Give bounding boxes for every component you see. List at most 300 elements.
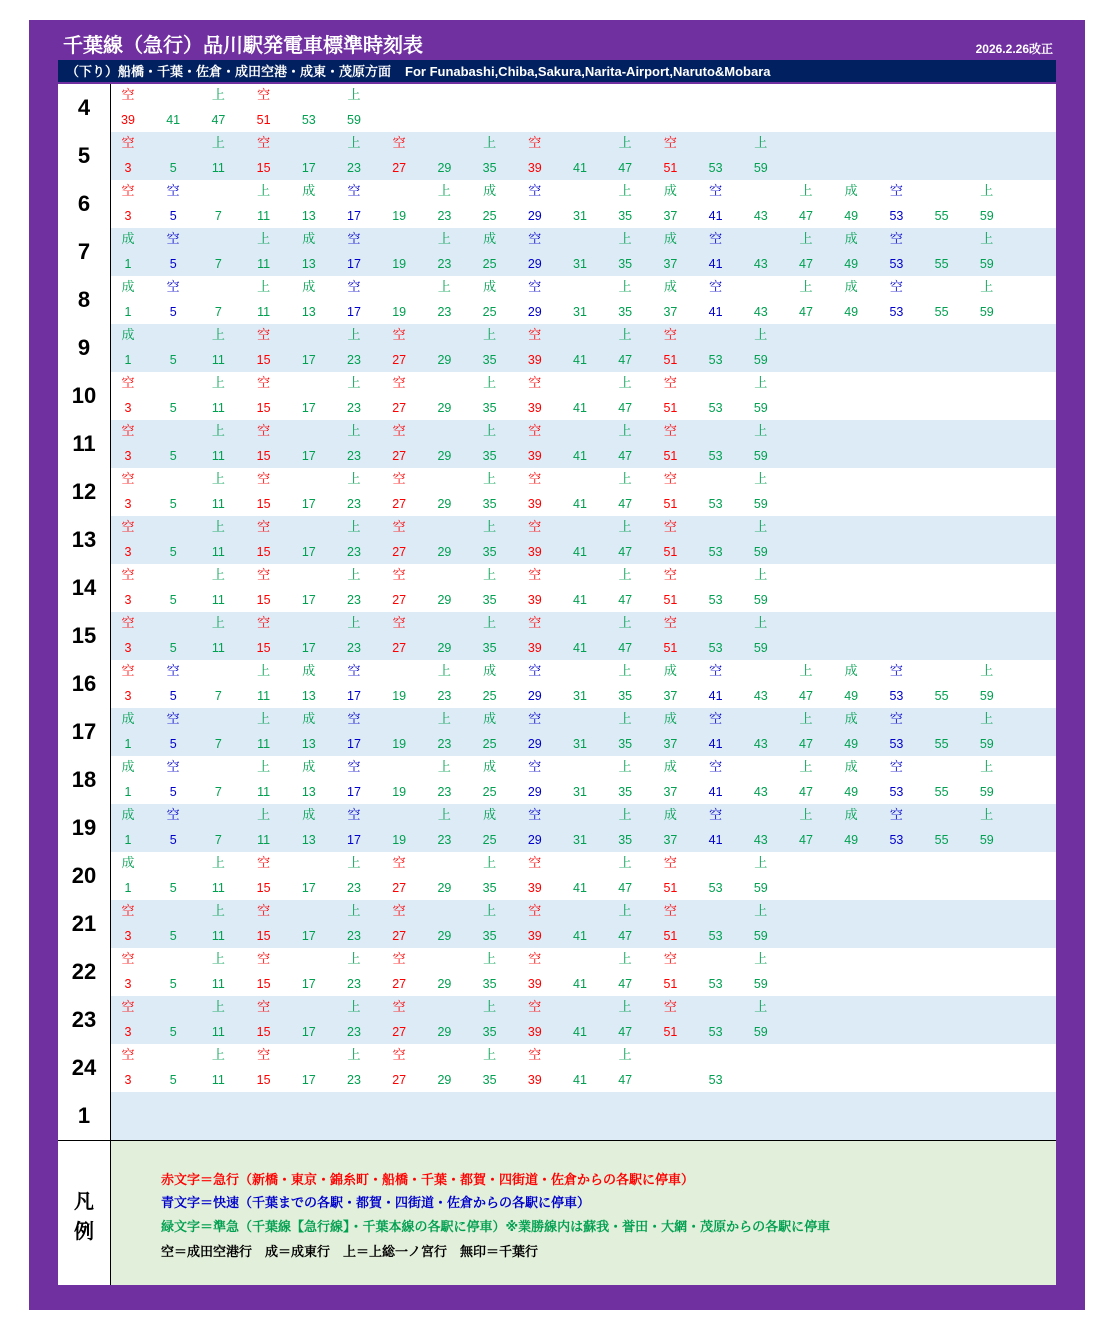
hour-cell: 12 bbox=[58, 468, 111, 516]
departure-minute: 1 bbox=[124, 737, 132, 751]
departure-minute: 31 bbox=[573, 209, 587, 223]
destination-mark: 空 bbox=[889, 808, 903, 823]
destination-mark: 成 bbox=[663, 808, 677, 823]
train-entry bbox=[831, 180, 871, 228]
train-entry bbox=[470, 612, 510, 660]
train-entry bbox=[650, 948, 690, 996]
destination-mark: 空 bbox=[166, 808, 180, 823]
destination-mark: 空 bbox=[528, 568, 542, 583]
departure-minute: 53 bbox=[708, 593, 723, 607]
departure-minute: 11 bbox=[211, 641, 225, 655]
train-entry bbox=[741, 852, 781, 900]
departure-minute: 27 bbox=[392, 1073, 407, 1087]
destination-mark: 上 bbox=[211, 952, 225, 967]
departure-minute: 19 bbox=[392, 257, 407, 271]
departure-minute: 53 bbox=[708, 449, 723, 463]
destination-mark: 空 bbox=[392, 904, 406, 919]
departure-minute: 47 bbox=[618, 1073, 633, 1087]
train-entry bbox=[786, 660, 826, 708]
departure-minute: 51 bbox=[663, 1025, 678, 1039]
train-entry bbox=[334, 324, 374, 372]
train-entry bbox=[605, 180, 645, 228]
train-entry bbox=[379, 132, 419, 180]
departure-minute: 35 bbox=[482, 593, 497, 607]
train-entry bbox=[470, 900, 510, 948]
departure-minute: 47 bbox=[799, 689, 813, 703]
train-entry bbox=[696, 276, 736, 324]
table-row bbox=[58, 852, 1056, 900]
train-entry bbox=[244, 852, 284, 900]
destination-mark: 上 bbox=[618, 904, 632, 919]
destination-mark: 上 bbox=[618, 568, 632, 583]
departure-minute: 3 bbox=[124, 401, 132, 415]
train-entry bbox=[108, 228, 148, 276]
departure-minute: 1 bbox=[124, 833, 132, 847]
train-entry bbox=[334, 756, 374, 804]
hour-cell: 14 bbox=[58, 564, 111, 612]
departure-minute: 59 bbox=[753, 881, 768, 895]
departure-minute: 55 bbox=[934, 833, 949, 847]
destination-mark: 空 bbox=[121, 616, 135, 631]
departure-minute: 3 bbox=[124, 689, 132, 703]
destination-mark: 上 bbox=[211, 856, 225, 871]
departure-minute: 25 bbox=[482, 305, 497, 319]
train-entry bbox=[289, 372, 329, 420]
departure-minute: 41 bbox=[573, 353, 587, 367]
departure-minute: 25 bbox=[482, 257, 497, 271]
train-entry bbox=[289, 756, 329, 804]
train-entry bbox=[741, 228, 781, 276]
destination-mark: 上 bbox=[211, 568, 225, 583]
train-entry bbox=[741, 900, 781, 948]
train-entry bbox=[605, 852, 645, 900]
destination-mark: 空 bbox=[663, 136, 677, 151]
destination-mark: 空 bbox=[392, 376, 406, 391]
train-entry bbox=[741, 276, 781, 324]
departure-minute: 31 bbox=[573, 785, 587, 799]
train-entry bbox=[470, 660, 510, 708]
destination-mark: 上 bbox=[799, 184, 813, 199]
destination-mark: 上 bbox=[437, 184, 451, 199]
table-row bbox=[58, 756, 1056, 804]
train-entry bbox=[379, 516, 419, 564]
destination-mark: 上 bbox=[483, 1048, 497, 1063]
departure-minute: 29 bbox=[437, 545, 452, 559]
destination-mark: 上 bbox=[618, 760, 632, 775]
train-entry bbox=[696, 756, 736, 804]
train-entry bbox=[515, 900, 555, 948]
departure-minute: 53 bbox=[708, 545, 723, 559]
destination-mark: 空 bbox=[889, 280, 903, 295]
departure-minute: 7 bbox=[214, 209, 222, 223]
train-entry bbox=[741, 324, 781, 372]
destination-mark: 上 bbox=[347, 568, 361, 583]
destination-mark: 上 bbox=[618, 952, 632, 967]
destination-mark: 成 bbox=[121, 712, 135, 727]
destination-mark: 上 bbox=[211, 520, 225, 535]
departure-minute: 3 bbox=[124, 1073, 132, 1087]
train-entry bbox=[424, 708, 464, 756]
departure-minute: 1 bbox=[124, 353, 132, 367]
train-entry bbox=[515, 468, 555, 516]
train-entry bbox=[470, 996, 510, 1044]
direction-en: For Funabashi,Chiba,Sakura,Narita-Airport,Naruto&Mobara bbox=[405, 64, 771, 79]
train-entry bbox=[424, 516, 464, 564]
train-entry bbox=[289, 276, 329, 324]
train-entry bbox=[605, 900, 645, 948]
destination-mark: 空 bbox=[392, 856, 406, 871]
train-entry bbox=[198, 132, 238, 180]
departure-minute: 37 bbox=[663, 257, 678, 271]
train-entry bbox=[198, 84, 238, 132]
destination-mark: 上 bbox=[347, 376, 361, 391]
departure-minute: 29 bbox=[437, 929, 452, 943]
destination-mark: 空 bbox=[528, 1048, 542, 1063]
departure-minute: 13 bbox=[301, 209, 316, 223]
train-entry bbox=[198, 996, 238, 1044]
departure-minute: 53 bbox=[889, 209, 904, 223]
train-entry bbox=[831, 228, 871, 276]
departure-minute: 17 bbox=[347, 209, 361, 223]
hour-cell: 4 bbox=[58, 84, 111, 132]
departure-minute: 11 bbox=[211, 545, 225, 559]
destination-mark: 空 bbox=[121, 1000, 135, 1015]
train-entry bbox=[108, 372, 148, 420]
train-entry bbox=[424, 468, 464, 516]
departure-minute: 53 bbox=[708, 161, 723, 175]
departure-minute: 17 bbox=[301, 641, 316, 655]
destination-mark: 上 bbox=[799, 232, 813, 247]
train-entry bbox=[289, 804, 329, 852]
departure-minute: 5 bbox=[169, 977, 177, 991]
departure-minute: 5 bbox=[169, 353, 177, 367]
destination-mark: 上 bbox=[754, 520, 768, 535]
train-entry bbox=[515, 660, 555, 708]
destination-mark: 上 bbox=[211, 1000, 225, 1015]
table-row bbox=[58, 84, 1056, 132]
departure-minute: 35 bbox=[618, 785, 633, 799]
train-entry bbox=[379, 324, 419, 372]
departure-minute: 7 bbox=[214, 305, 222, 319]
train-entry bbox=[289, 564, 329, 612]
destination-mark: 上 bbox=[347, 1000, 361, 1015]
train-entry bbox=[244, 948, 284, 996]
train-entry bbox=[334, 612, 374, 660]
departure-minute: 29 bbox=[527, 689, 542, 703]
destination-mark: 上 bbox=[347, 520, 361, 535]
train-entry bbox=[696, 420, 736, 468]
train-entry bbox=[198, 180, 238, 228]
destination-mark: 空 bbox=[257, 136, 271, 151]
train-entry bbox=[153, 900, 193, 948]
destination-mark: 空 bbox=[663, 472, 677, 487]
train-entry bbox=[786, 180, 826, 228]
departure-minute: 13 bbox=[301, 257, 316, 271]
destination-mark: 上 bbox=[799, 280, 813, 295]
train-entry bbox=[108, 708, 148, 756]
direction-ja: （下り）船橋・千葉・佐倉・成田空港・成東・茂原方面 bbox=[66, 65, 392, 80]
destination-mark: 上 bbox=[483, 136, 497, 151]
hour-cell: 8 bbox=[58, 276, 111, 324]
destination-mark: 空 bbox=[528, 616, 542, 631]
departure-minute: 51 bbox=[663, 161, 678, 175]
destination-mark: 空 bbox=[257, 904, 271, 919]
departure-minute: 17 bbox=[347, 785, 361, 799]
destination-mark: 成 bbox=[121, 232, 135, 247]
table-row bbox=[58, 996, 1056, 1044]
departure-minute: 51 bbox=[256, 113, 271, 127]
train-entry bbox=[650, 756, 690, 804]
destination-mark: 上 bbox=[754, 328, 768, 343]
departure-minute: 5 bbox=[169, 737, 177, 751]
hour-cell: 7 bbox=[58, 228, 111, 276]
departure-minute: 53 bbox=[708, 641, 723, 655]
destination-mark: 上 bbox=[483, 424, 497, 439]
train-entry bbox=[108, 276, 148, 324]
train-entry bbox=[515, 564, 555, 612]
train-entry bbox=[696, 132, 736, 180]
train-entry bbox=[334, 900, 374, 948]
train-entry bbox=[605, 324, 645, 372]
destination-mark: 上 bbox=[618, 232, 632, 247]
destination-mark: 空 bbox=[392, 952, 406, 967]
train-entry bbox=[470, 804, 510, 852]
departure-minute: 43 bbox=[753, 257, 768, 271]
departure-minute: 35 bbox=[618, 689, 633, 703]
destination-mark: 上 bbox=[980, 232, 994, 247]
train-entry bbox=[696, 660, 736, 708]
train-entry bbox=[108, 132, 148, 180]
departure-minute: 5 bbox=[169, 881, 177, 895]
destination-mark: 成 bbox=[844, 280, 858, 295]
destination-mark: 上 bbox=[618, 856, 632, 871]
departure-minute: 41 bbox=[573, 545, 587, 559]
train-entry bbox=[560, 852, 600, 900]
departure-minute: 41 bbox=[708, 689, 723, 703]
train-entry bbox=[198, 564, 238, 612]
destination-mark: 上 bbox=[257, 712, 271, 727]
departure-minute: 3 bbox=[124, 1025, 132, 1039]
departure-minute: 53 bbox=[708, 1025, 723, 1039]
destination-mark: 成 bbox=[121, 760, 135, 775]
train-entry bbox=[650, 420, 690, 468]
departure-minute: 51 bbox=[663, 641, 678, 655]
departure-minute: 39 bbox=[527, 545, 542, 559]
departure-minute: 51 bbox=[663, 593, 678, 607]
train-entry bbox=[198, 708, 238, 756]
departure-minute: 31 bbox=[573, 737, 587, 751]
destination-mark: 空 bbox=[528, 184, 542, 199]
departure-minute: 47 bbox=[618, 929, 633, 943]
train-entry bbox=[876, 756, 916, 804]
destination-mark: 空 bbox=[663, 616, 677, 631]
destination-mark: 上 bbox=[483, 616, 497, 631]
destination-mark: 成 bbox=[844, 184, 858, 199]
departure-minute: 51 bbox=[663, 401, 678, 415]
destination-mark: 上 bbox=[211, 88, 225, 103]
train-entry bbox=[108, 852, 148, 900]
departure-minute: 15 bbox=[256, 161, 271, 175]
train-entry bbox=[470, 468, 510, 516]
train-entry bbox=[876, 804, 916, 852]
departure-minute: 17 bbox=[301, 497, 316, 511]
revision-date: 2026.2.26改正 bbox=[975, 42, 1053, 56]
train-entry bbox=[289, 1044, 329, 1092]
train-entry bbox=[108, 900, 148, 948]
destination-mark: 空 bbox=[257, 1048, 271, 1063]
departure-minute: 47 bbox=[799, 833, 813, 847]
destination-mark: 空 bbox=[257, 472, 271, 487]
departure-minute: 23 bbox=[437, 737, 452, 751]
destination-mark: 空 bbox=[257, 616, 271, 631]
destination-mark: 成 bbox=[302, 808, 316, 823]
train-entry bbox=[741, 948, 781, 996]
train-entry bbox=[108, 996, 148, 1044]
train-entry bbox=[334, 420, 374, 468]
train-entry bbox=[470, 180, 510, 228]
departure-minute: 11 bbox=[211, 929, 225, 943]
train-entry bbox=[244, 564, 284, 612]
departure-minute: 11 bbox=[211, 1073, 225, 1087]
destination-mark: 空 bbox=[121, 136, 135, 151]
train-entry bbox=[289, 660, 329, 708]
departure-minute: 27 bbox=[392, 353, 407, 367]
departure-minute: 13 bbox=[301, 833, 316, 847]
train-entry bbox=[922, 660, 962, 708]
table-row bbox=[58, 516, 1056, 564]
train-entry bbox=[470, 756, 510, 804]
destination-mark: 上 bbox=[980, 664, 994, 679]
destination-mark: 成 bbox=[663, 760, 677, 775]
destination-mark: 空 bbox=[528, 664, 542, 679]
departure-minute: 3 bbox=[124, 161, 132, 175]
destination-mark: 成 bbox=[121, 328, 135, 343]
departure-minute: 51 bbox=[663, 545, 678, 559]
train-entry bbox=[334, 132, 374, 180]
train-entry bbox=[334, 84, 374, 132]
departure-minute: 55 bbox=[934, 305, 949, 319]
destination-mark: 空 bbox=[392, 424, 406, 439]
departure-minute: 15 bbox=[256, 593, 271, 607]
destination-mark: 上 bbox=[618, 1048, 632, 1063]
destination-mark: 空 bbox=[257, 856, 271, 871]
departure-minute: 23 bbox=[437, 833, 452, 847]
destination-mark: 成 bbox=[302, 232, 316, 247]
legend-green: 緑文字＝準急（千葉線【急行線】・千葉本線の各駅に停車）※業勝線内は蘇我・誉田・大網・茂原からの各駅に停車 bbox=[161, 1220, 831, 1235]
destination-mark: 空 bbox=[347, 760, 361, 775]
train-entry bbox=[198, 516, 238, 564]
train-entry bbox=[153, 996, 193, 1044]
train-entry bbox=[198, 468, 238, 516]
departure-minute: 59 bbox=[753, 449, 768, 463]
departure-minute: 25 bbox=[482, 785, 497, 799]
train-entry bbox=[108, 804, 148, 852]
departure-minute: 23 bbox=[347, 929, 361, 943]
departure-minute: 27 bbox=[392, 1025, 407, 1039]
departure-minute: 17 bbox=[301, 449, 316, 463]
departure-minute: 3 bbox=[124, 929, 132, 943]
departure-minute: 47 bbox=[618, 593, 633, 607]
departure-minute: 55 bbox=[934, 689, 949, 703]
train-entry bbox=[967, 180, 1007, 228]
departure-minute: 5 bbox=[169, 497, 177, 511]
train-entry bbox=[470, 420, 510, 468]
train-entry bbox=[244, 84, 284, 132]
destination-mark: 空 bbox=[166, 232, 180, 247]
table-row bbox=[58, 228, 1056, 276]
departure-minute: 11 bbox=[257, 257, 271, 271]
destination-mark: 上 bbox=[437, 808, 451, 823]
departure-minute: 43 bbox=[753, 833, 768, 847]
departure-minute: 3 bbox=[124, 449, 132, 463]
train-entry bbox=[741, 468, 781, 516]
train-entry bbox=[560, 228, 600, 276]
departure-minute: 25 bbox=[482, 833, 497, 847]
destination-mark: 上 bbox=[347, 616, 361, 631]
destination-mark: 空 bbox=[528, 904, 542, 919]
departure-minute: 39 bbox=[527, 1073, 542, 1087]
departure-minute: 41 bbox=[573, 161, 587, 175]
train-entry bbox=[153, 228, 193, 276]
destination-mark: 空 bbox=[121, 904, 135, 919]
destination-mark: 成 bbox=[844, 232, 858, 247]
timetable-frame bbox=[29, 20, 1085, 1310]
destination-mark: 上 bbox=[257, 808, 271, 823]
train-entry bbox=[650, 228, 690, 276]
destination-mark: 上 bbox=[799, 664, 813, 679]
destination-mark: 空 bbox=[257, 88, 271, 103]
destination-mark: 空 bbox=[709, 280, 723, 295]
train-entry bbox=[424, 1044, 464, 1092]
destination-mark: 上 bbox=[980, 712, 994, 727]
legend-label-1: 凡 bbox=[74, 1189, 94, 1213]
departure-minute: 47 bbox=[799, 209, 813, 223]
departure-minute: 41 bbox=[573, 1073, 587, 1087]
train-entry bbox=[289, 84, 329, 132]
train-entry bbox=[515, 852, 555, 900]
departure-minute: 5 bbox=[169, 833, 177, 847]
departure-minute: 29 bbox=[437, 881, 452, 895]
destination-mark: 空 bbox=[709, 808, 723, 823]
departure-minute: 59 bbox=[979, 833, 994, 847]
destination-mark: 空 bbox=[889, 184, 903, 199]
train-entry bbox=[289, 612, 329, 660]
destination-mark: 空 bbox=[709, 760, 723, 775]
train-entry bbox=[153, 804, 193, 852]
train-entry bbox=[876, 228, 916, 276]
departure-minute: 41 bbox=[573, 641, 587, 655]
destination-mark: 上 bbox=[483, 568, 497, 583]
departure-minute: 23 bbox=[347, 353, 361, 367]
departure-minute: 3 bbox=[124, 497, 132, 511]
departure-minute: 5 bbox=[169, 1025, 177, 1039]
train-entry bbox=[470, 948, 510, 996]
departure-minute: 15 bbox=[256, 353, 271, 367]
departure-minute: 3 bbox=[124, 209, 132, 223]
departure-minute: 23 bbox=[437, 257, 452, 271]
departure-minute: 47 bbox=[618, 497, 633, 511]
departure-minute: 47 bbox=[618, 353, 633, 367]
departure-minute: 47 bbox=[618, 449, 633, 463]
destination-mark: 空 bbox=[663, 424, 677, 439]
destination-mark: 空 bbox=[709, 184, 723, 199]
train-entry bbox=[560, 468, 600, 516]
train-entry bbox=[470, 372, 510, 420]
destination-mark: 成 bbox=[483, 664, 497, 679]
train-entry bbox=[560, 996, 600, 1044]
departure-minute: 5 bbox=[169, 785, 177, 799]
departure-minute: 53 bbox=[889, 833, 904, 847]
